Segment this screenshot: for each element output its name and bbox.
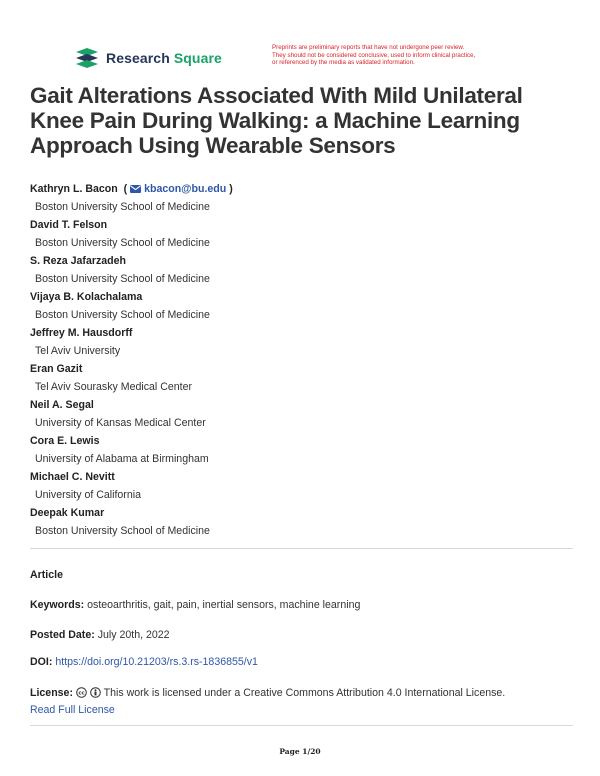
preprint-notice	[272, 44, 572, 67]
keywords-value: osteoarthritis, gait, pain, inertial sensors, machine learning	[87, 599, 361, 611]
license-text: This work is licensed under a Creative Commons Attribution 4.0 International License.	[103, 687, 506, 699]
article-type-label: Article	[30, 569, 63, 581]
notice-line: They should not be considered conclusive, used to inform clinical practice,	[272, 51, 476, 59]
doi	[30, 656, 258, 668]
author-name: Eran Gazit	[30, 363, 83, 375]
doi-link[interactable]: https://doi.org/10.21203/rs.3.rs-1836855/v1	[55, 656, 258, 668]
posted-date-label: Posted Date:	[30, 629, 95, 641]
author-affiliation: Tel Aviv Sourasky Medical Center	[35, 381, 193, 393]
keywords-label: Keywords:	[30, 599, 85, 611]
author-email[interactable]: kbacon@bu.edu	[144, 183, 227, 195]
research-square-logo[interactable]	[74, 48, 222, 68]
author-affiliation: Boston University School of Medicine	[35, 525, 210, 537]
posted-date	[30, 629, 170, 641]
brand-name	[106, 50, 222, 66]
author-affiliation: University of Alabama at Birmingham	[35, 453, 209, 465]
paren-open: (	[123, 183, 128, 195]
attribution-icon	[90, 687, 101, 698]
license-link-row	[30, 704, 115, 716]
license-label: License:	[30, 687, 73, 699]
author-affiliation: Boston University School of Medicine	[35, 237, 210, 249]
research-square-logo-icon	[74, 48, 100, 68]
author-affiliation: University of Kansas Medical Center	[35, 417, 206, 429]
page-number: Page 1/20	[279, 747, 321, 756]
author-name: S. Reza Jafarzadeh	[30, 255, 126, 267]
doi-label: DOI:	[30, 656, 53, 668]
read-full-license-link[interactable]: Read Full License	[30, 704, 115, 716]
article-type	[30, 569, 63, 581]
author-name: Deepak Kumar	[30, 507, 105, 519]
notice-line: or referenced by the media as validated information.	[272, 59, 415, 67]
posted-date-value: July 20th, 2022	[97, 629, 170, 641]
svg-text:cc: cc	[78, 690, 85, 697]
brand-name-square: Square	[173, 50, 222, 66]
author-affiliation: University of California	[35, 489, 141, 501]
creative-commons-icon	[76, 687, 87, 698]
license	[30, 687, 505, 699]
author-affiliation: Boston University School of Medicine	[35, 309, 210, 321]
author-name: Neil A. Segal	[30, 399, 94, 411]
paren-close: )	[229, 183, 233, 195]
notice-line: Preprints are preliminary reports that have not undergone peer review.	[272, 44, 465, 51]
envelope-icon	[130, 185, 141, 193]
author-list	[30, 180, 570, 540]
author-name: Vijaya B. Kolachalama	[30, 291, 143, 303]
corresponding-author	[30, 180, 570, 198]
author-affiliation: Tel Aviv University	[35, 345, 121, 357]
author-name: Michael C. Nevitt	[30, 471, 115, 483]
author-name: David T. Felson	[30, 219, 108, 231]
brand-name-research: Research	[106, 50, 170, 66]
email-link[interactable]	[130, 183, 229, 195]
author-affiliation: Boston University School of Medicine	[35, 201, 210, 213]
author-name: Kathryn L. Bacon	[30, 183, 118, 195]
author-name: Jeffrey M. Hausdorff	[30, 327, 133, 339]
author-affiliation: Boston University School of Medicine	[35, 273, 210, 285]
divider	[30, 548, 573, 549]
divider	[30, 725, 573, 726]
keywords	[30, 599, 360, 611]
author-name: Cora E. Lewis	[30, 435, 100, 447]
paper-title: Gait Alterations Associated With Mild Unilateral Knee Pain During Walking: a Machine Learning Approach Using Wearable Sensors	[30, 83, 523, 158]
